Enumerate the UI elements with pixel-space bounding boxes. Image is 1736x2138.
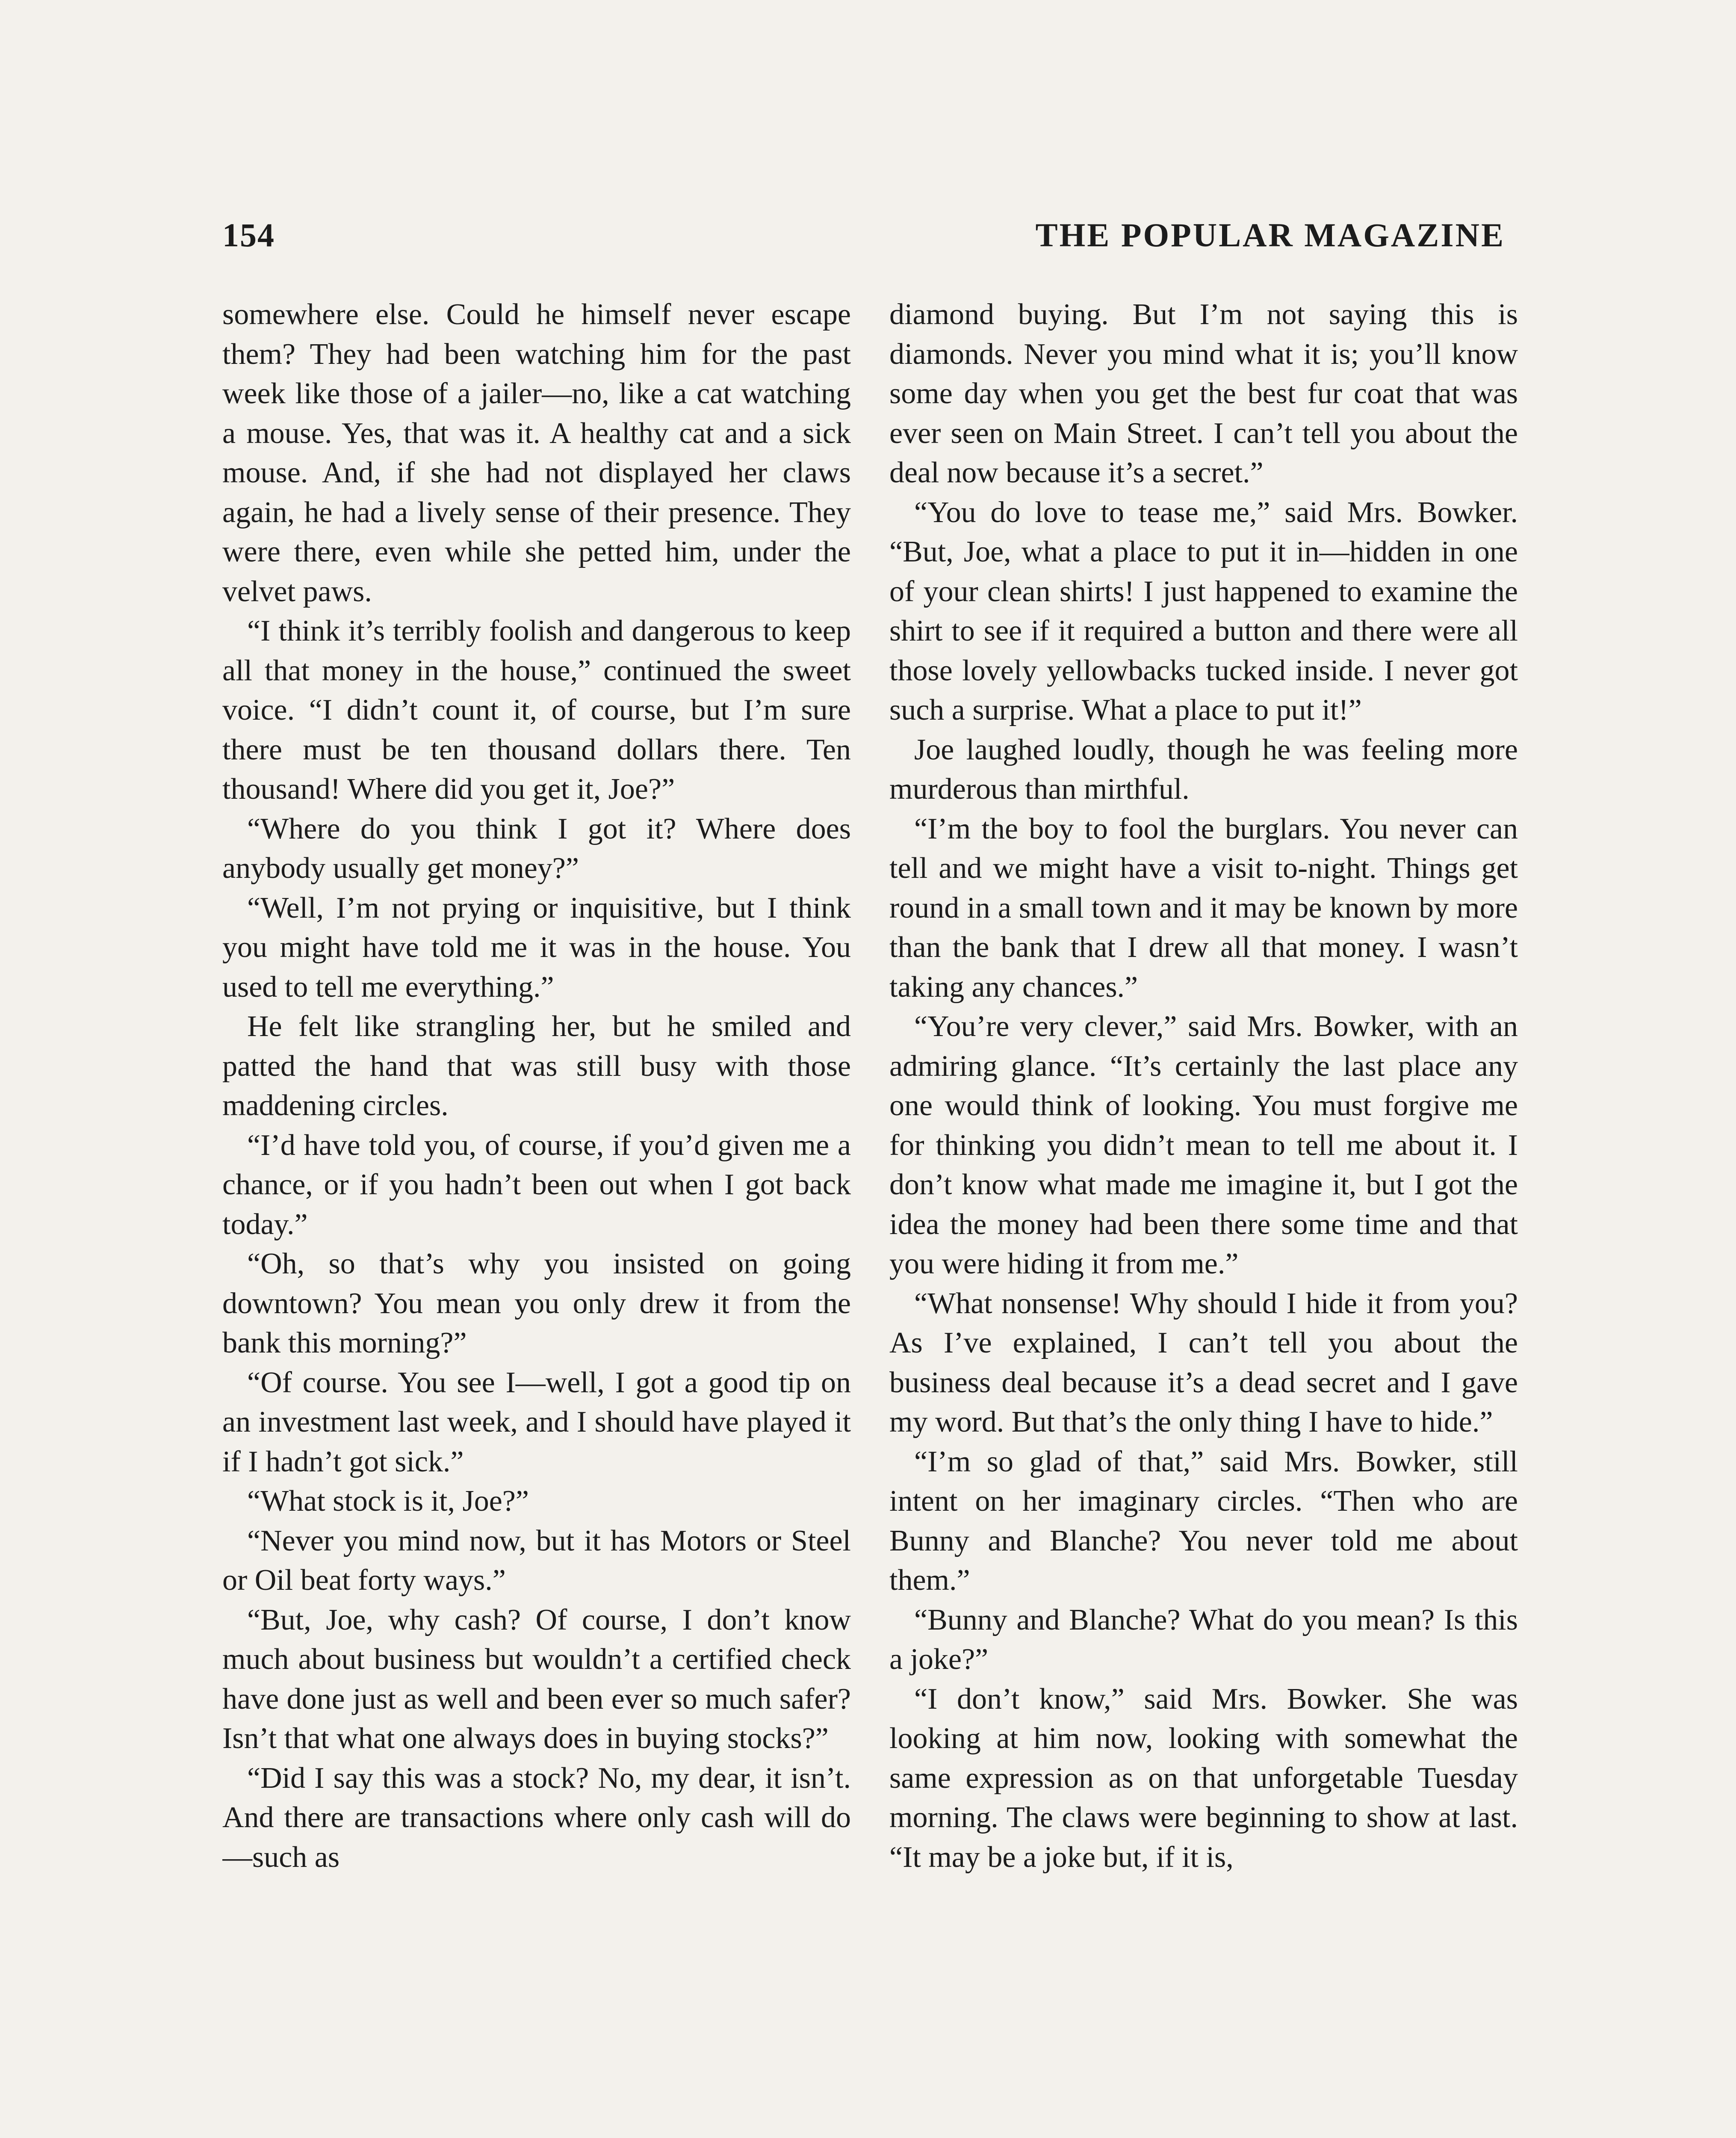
paragraph: “Where do you think I got it? Where does anybody usually get money?” (222, 812, 851, 885)
page-number: 154 (222, 216, 275, 254)
paragraph: somewhere else. Could he himself never escape them? They had been watching him for the past week like those of a jailer—no, like a cat watching a mouse. Yes, that was it. A healthy cat and a sick mouse. And, if she had not displayed her claws again, he had a lively sense of their presence. They were there, even while she petted him, under the velvet paws. (222, 298, 851, 608)
running-title: THE POPULAR MAGAZINE (1035, 216, 1505, 254)
paragraph: “Never you mind now, but it has Motors or Steel or Oil beat forty ways.” (222, 1524, 851, 1597)
paragraph: “Bunny and Blanche? What do you mean? Is this a joke?” (889, 1603, 1518, 1676)
paragraph: “But, Joe, why cash? Of course, I don’t know much about business but wouldn’t a certified check have done just as well and been ever so much safer? Isn’t that what one always does in buying stocks?” (222, 1603, 851, 1755)
paragraph: “I’d have told you, of course, if you’d given me a chance, or if you hadn’t been out when I got back today.” (222, 1128, 851, 1241)
page-header (222, 216, 1505, 259)
paragraph: Joe laughed loudly, though he was feeling more murderous than mirthful. (889, 733, 1518, 806)
right-column (889, 295, 1518, 2138)
paragraph: “You do love to tease me,” said Mrs. Bowker. “But, Joe, what a place to put it in—hidden in one of your clean shirts! I just happened to examine the shirt to see if it required a button and there were all those lovely yellowbacks tucked inside. I never got such a surprise. What a place to put it!” (889, 496, 1518, 726)
left-column (222, 295, 851, 2138)
paragraph: “I’m the boy to fool the burglars. You never can tell and we might have a visit to-night. Things get round in a small town and it may be known by more than the bank that I drew all that money. I wasn’t taking any chances.” (889, 812, 1518, 1004)
paragraph: “Well, I’m not prying or inquisitive, but I think you might have told me it was in the house. You used to tell me everything.” (222, 891, 851, 1004)
paragraph: “I don’t know,” said Mrs. Bowker. She was looking at him now, looking with somewhat the same expression as on that unforgetable Tuesday morning. The claws were beginning to show at last. “It may be a joke but, if it is, (889, 1682, 1518, 1874)
paragraph: “You’re very clever,” said Mrs. Bowker, with an admiring glance. “It’s certainly the last place any one would think of looking. You must forgive me for thinking you didn’t mean to tell me about it. I don’t know what made me imagine it, but I got the idea the money had been there some time and that you were hiding it from me.” (889, 1010, 1518, 1280)
paragraph: “Of course. You see I—well, I got a good tip on an investment last week, and I should have played it if I hadn’t got sick.” (222, 1366, 851, 1478)
paragraph: diamond buying. But I’m not saying this is diamonds. Never you mind what it is; you’ll know some day when you get the best fur coat that was ever seen on Main Street. I can’t tell you about the deal now because it’s a secret.” (889, 298, 1518, 489)
paragraph: He felt like strangling her, but he smiled and patted the hand that was still busy with those maddening circles. (222, 1010, 851, 1122)
paragraph: “Did I say this was a stock? No, my dear, it isn’t. And there are transactions where only cash will do—such as (222, 1761, 851, 1874)
paragraph: “What stock is it, Joe?” (247, 1485, 529, 1518)
paragraph: “What nonsense! Why should I hide it from you? As I’ve explained, I can’t tell you about the business deal because it’s a dead secret and I gave my word. But that’s the only thing I have to hide.” (889, 1287, 1518, 1438)
paragraph: “Oh, so that’s why you insisted on going downtown? You mean you only drew it from the bank this morning?” (222, 1247, 851, 1359)
paragraph: “I’m so glad of that,” said Mrs. Bowker, still intent on her imaginary circles. “Then who are Bunny and Blanche? You never told me about them.” (889, 1445, 1518, 1597)
paragraph: “I think it’s terribly foolish and dangerous to keep all that money in the house,” continued the sweet voice. “I didn’t count it, of course, but I’m sure there must be ten thousand dollars there. Ten thousand! Where did you get it, Joe?” (222, 614, 851, 806)
